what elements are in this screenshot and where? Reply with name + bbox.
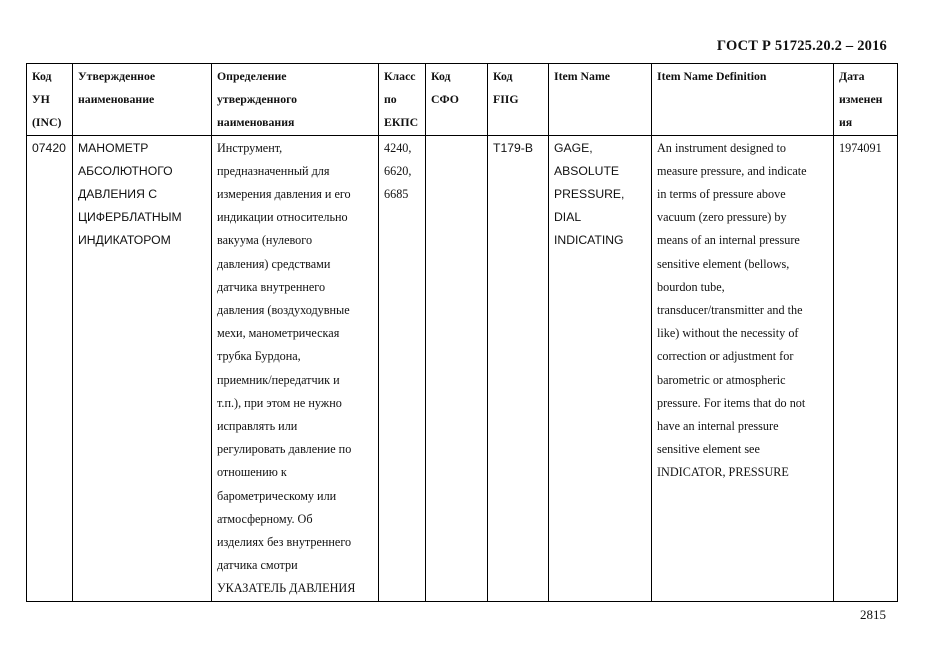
cell-class-ekps [379, 135, 426, 601]
cell-line: давления) средствами [217, 256, 331, 271]
cell-line: vacuum (zero pressure) by [657, 210, 787, 225]
cell-sfo-code [426, 135, 488, 601]
cell-item-name [549, 135, 652, 601]
column-header-class-ekps: Класс по ЕКПС [379, 64, 426, 136]
cell-line: ABSOLUTE [554, 163, 620, 178]
cell-line: DIAL [554, 210, 582, 225]
cell-line: in terms of pressure above [657, 187, 786, 202]
cell-line: индикации относительно [217, 210, 348, 225]
cell-line: means of an internal pressure [657, 233, 800, 248]
cell-line: атмосферному. Об [217, 511, 313, 526]
cell-line: like) without the necessity of [657, 326, 799, 341]
cell-line: отношению к [217, 465, 287, 480]
cell-line: изделиях без внутреннего [217, 535, 352, 550]
cell-line: 07420 [32, 140, 66, 155]
cell-line: measure pressure, and indicate [657, 163, 807, 178]
column-header-item-name-definition: Item Name Definition [652, 64, 834, 136]
column-header-code: Код УН (INC) [27, 64, 73, 136]
cell-line: sensitive element see [657, 442, 760, 457]
document-standard-header: ГОСТ Р 51725.20.2 – 2016 [716, 38, 887, 54]
column-header-approved-name: Утвержденное наименование [73, 64, 212, 136]
cell-line: transducer/transmitter and the [657, 303, 803, 318]
cell-line: давления (воздуходувные [217, 303, 350, 318]
cell-definition [212, 135, 379, 601]
cell-line: have an internal pressure [657, 419, 779, 434]
cell-code [27, 135, 73, 601]
column-header-item-name: Item Name [549, 64, 652, 136]
cell-line: измерения давления и его [217, 187, 351, 202]
cell-line: АБСОЛЮТНОГО [78, 163, 173, 178]
cell-line: bourdon tube, [657, 279, 725, 294]
cell-line: 4240, [384, 140, 412, 155]
cell-line: Инструмент, [217, 140, 283, 155]
cell-line: 6685 [384, 187, 409, 202]
cell-line: трубка Бурдона, [217, 349, 301, 364]
cell-line: pressure. For items that do not [657, 395, 806, 410]
page-number: 2815 [860, 607, 886, 622]
cell-line: 1974091 [839, 140, 882, 155]
cell-line: ЦИФЕРБЛАТНЫМ [78, 210, 182, 225]
cell-line: датчика смотри [217, 558, 298, 573]
cell-line: МАНОМЕТР [78, 140, 149, 155]
table-header-row [27, 64, 898, 136]
column-header-change-date: Дата изменен ия [834, 64, 898, 136]
cell-line: барометрическому или [217, 488, 337, 503]
item-name-table [26, 63, 898, 602]
column-header-fiig-code: Код FIIG [488, 64, 549, 136]
column-header-definition: Определение утвержденного наименования [212, 64, 379, 136]
column-header-sfo-code: Код СФО [426, 64, 488, 136]
cell-line: т.п.), при этом не нужно [217, 395, 342, 410]
cell-approved-name [73, 135, 212, 601]
cell-line: sensitive element (bellows, [657, 256, 790, 271]
cell-line: мехи, манометрическая [217, 326, 340, 341]
cell-line: приемник/передатчик и [217, 372, 340, 387]
cell-line: T179-B [493, 140, 533, 155]
cell-line: исправлять или [217, 419, 298, 434]
cell-line: correction or adjustment for [657, 349, 794, 364]
cell-line: ДАВЛЕНИЯ С [78, 187, 158, 202]
cell-line: 6620, [384, 163, 412, 178]
cell-line: датчика внутреннего [217, 279, 326, 294]
cell-line: INDICATING [554, 233, 624, 248]
cell-line: УКАЗАТЕЛЬ ДАВЛЕНИЯ [217, 581, 356, 596]
cell-fiig-code [488, 135, 549, 601]
cell-line: регулировать давление по [217, 442, 352, 457]
cell-line: GAGE, [554, 140, 593, 155]
cell-line: ИНДИКАТОРОМ [78, 233, 171, 248]
cell-line: INDICATOR, PRESSURE [657, 465, 789, 480]
table-row [27, 135, 898, 601]
cell-change-date [834, 135, 898, 601]
cell-line: PRESSURE, [554, 187, 625, 202]
cell-line: barometric or atmospheric [657, 372, 786, 387]
cell-item-name-definition [652, 135, 834, 601]
cell-line: вакуума (нулевого [217, 233, 313, 248]
cell-line: предназначенный для [217, 163, 330, 178]
cell-line: An instrument designed to [657, 140, 786, 155]
